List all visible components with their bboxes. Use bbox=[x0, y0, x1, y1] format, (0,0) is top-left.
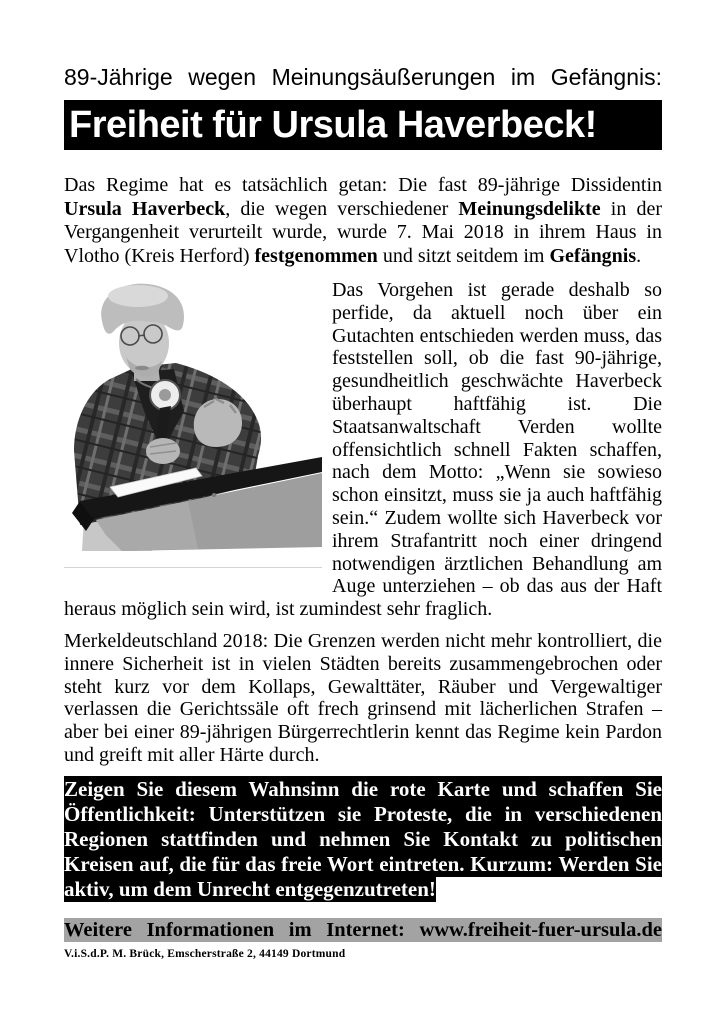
intro-bold-name: Ursula Haverbeck bbox=[64, 197, 226, 220]
intro-text: Das Regime hat es tatsächlich getan: Die fast 89-jährige Dissidentin bbox=[64, 174, 662, 196]
microphone-head-center bbox=[159, 389, 171, 401]
call-to-action-text: Zeigen Sie diesem Wahnsinn die rote Karte und schaffen Sie Öffentlichkeit: Unterstützen sie Proteste, die in verschiedenen Regionen stattfinden und nehmen Sie Kontakt zu politischen Kreisen auf, die für das freie Wort eintreten. Kurzum: Werden Sie aktiv, um dem Unrecht entgegenzutreten! bbox=[64, 776, 662, 901]
photo-ursula-haverbeck bbox=[64, 279, 322, 555]
photo-divider-line bbox=[64, 567, 322, 568]
intro-text: . bbox=[636, 244, 642, 267]
photo-and-text-section bbox=[64, 279, 662, 630]
intro-bold-meinungsdelikte: Meinungsdelikte bbox=[458, 197, 601, 220]
footer-info-line bbox=[64, 918, 662, 943]
banner-headline bbox=[64, 100, 662, 150]
intro-bold-gefaengnis: Gefängnis bbox=[549, 244, 637, 267]
photo-figure bbox=[64, 279, 322, 591]
footer-url: www.freiheit-fuer-ursula.de bbox=[419, 918, 662, 941]
footer-highlight bbox=[64, 918, 662, 942]
flyer-content bbox=[64, 0, 662, 961]
intro-bold-festgenommen: festgenommen bbox=[254, 244, 378, 267]
gesturing-hand bbox=[194, 399, 242, 447]
hair-highlight bbox=[108, 285, 168, 307]
call-to-action-box bbox=[64, 777, 662, 902]
mouth bbox=[135, 366, 149, 370]
paragraph-vorgehen: Das Vorgehen ist gerade deshalb so perfide, da aktuell noch über ein Gutachten entschieden werden muss, das feststellen soll, ob die fast 90-jährige, gesundheitlich geschwächte Haverbeck überhaupt haftfähig ist. Die Staatsanwaltschaft Verden wollte offensichtlich schnell Fakten schaffen, nach dem Motto: „Wenn sie sowieso schon einsitzt, muss sie ja auch haftfähig sein.“ Zudem wollte sich Haverbeck vor ihrem Strafantritt noch einer dringend notwendigen ärztlichen Behandlung am Auge unterziehen – ob das aus der Haft heraus möglich sein wird, ist zumindest sehr fraglich. bbox=[64, 279, 662, 621]
banner-headline-text: Freiheit für Ursula Haverbeck! bbox=[69, 104, 597, 146]
intro-text: und sitzt seitdem im bbox=[377, 244, 550, 267]
paragraph-intro bbox=[64, 174, 662, 268]
paragraph-merkeldeutschland: Merkeldeutschland 2018: Die Grenzen werden nicht mehr kontrolliert, die innere Sicherheit ist in vielen Städten bereits zusammengebrochen oder steht kurz vor dem Kollaps, Gewalttäter, Räuber und Vergewaltiger verlassen die Gerichtssäle oft frech grinsend mit lächerlichen Strafen – aber bei einer 89-jährigen Bürgerrechtlerin kennt das Regime kein Pardon und greift mit aller Härte durch. bbox=[64, 629, 662, 766]
kicker-headline: 89-Jährige wegen Meinungsäußerungen im Gefängnis: bbox=[64, 64, 662, 90]
intro-text: in der Vergangenheit verurteilt wurde, wurde 7. Mai 2018 in ihrem Haus in Vlotho (Kreis Herford) bbox=[64, 197, 662, 267]
imprint-line: V.i.S.d.P. M. Brück, Emscherstraße 2, 44149 Dortmund bbox=[64, 947, 346, 960]
intro-text: , die wegen verschiedener bbox=[225, 197, 459, 220]
lectern-screw bbox=[212, 493, 216, 497]
glasses-bridge bbox=[138, 335, 145, 336]
footer-label: Weitere Informationen im Internet: bbox=[64, 918, 405, 941]
